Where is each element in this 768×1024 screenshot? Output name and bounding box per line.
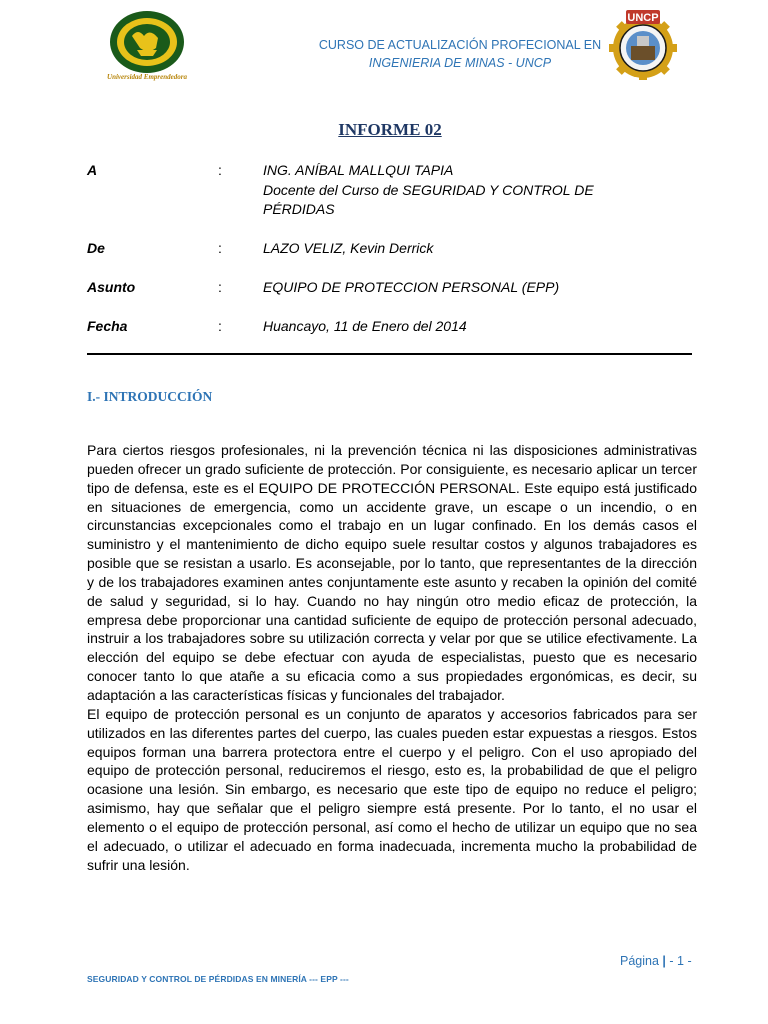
course-header	[290, 36, 630, 72]
course-header-line2: INGENIERIA DE MINAS - UNCP	[368, 56, 552, 70]
university-seal-logo	[107, 10, 187, 82]
memo-value-line: ING. ANÍBAL MALLQUI TAPIA	[263, 162, 454, 178]
memo-colon: :	[218, 318, 222, 334]
paragraph: El equipo de protección personal es un conjunto de aparatos y accesorios fabricados para ser utilizados en las diferentes partes del cuerpo, las cuales pueden estar expuestas a riesgos. Estos equipos forman una barrera protectora entre el cuerpo y el peligro. Con el uso apropiado del equipo de protección personal, reduciremos el riesgo, esto es, la probabilidad de que el peligro ocasione una lesión. Sin embargo, es necesario que este tipo de equipo no reduce el peligro; asimismo, hay que señalar que el peligro siempre está presente. Por lo tanto, el no usar el elemento o el equipo de protección personal, así como el hecho de utilizar un equipo que no sea el adecuado, o utilizar el adecuado en forma inadecuada, incrementa mucho la probabilidad de sufrir una lesión.	[87, 705, 697, 873]
page-number: Página | - 1 -	[620, 954, 692, 968]
memo-label: Asunto	[87, 279, 136, 295]
memo-label: De	[87, 240, 105, 256]
footer-text: SEGURIDAD Y CONTROL DE PÉRDIDAS EN MINERÍA --- EPP ---	[87, 974, 349, 984]
memo-value: LAZO VELIZ, Kevin Derrick	[263, 240, 434, 256]
seal-caption: Universidad Emprendedora	[107, 73, 187, 81]
memo-value	[263, 161, 633, 220]
page-number-value: - 1 -	[669, 954, 692, 968]
memo-label: Fecha	[87, 318, 128, 334]
header-divider	[87, 353, 692, 355]
memo-value: Huancayo, 11 de Enero del 2014	[263, 318, 467, 334]
memo-colon: :	[218, 279, 222, 295]
memo-value-line: Docente del Curso de SEGURIDAD Y CONTROL DE PÉRDIDAS	[263, 181, 594, 217]
memo-value: EQUIPO DE PROTECCION PERSONAL (EPP)	[263, 279, 560, 295]
page-label: Página	[620, 954, 659, 968]
course-header-line1: CURSO DE ACTUALIZACIÓN PROFECIONAL EN	[318, 38, 602, 52]
body-text	[87, 441, 697, 874]
uncp-badge-text: UNCP	[627, 12, 659, 24]
paragraph: Para ciertos riesgos profesionales, ni la prevención técnica ni las disposiciones administrativas pueden ofrecer un grado suficiente de protección. Por consiguiente, es necesario aplicar un tercer tipo de defensa, este es el EQUIPO DE PROTECCIÓN PERSONAL. Este equipo está justificado en situaciones de emergencia, como un accidente grave, un escape o un incendio, o en circunstancias excepcionales como el trabajo en un lugar confinado. En los demás casos el suministro y el mantenimiento de dicho equipo suele resultar costos y algunos trabajadores es posible que se resistan a usarlo. Es aconsejable, por lo tanto, que representantes de la dirección y de los trabajadores examinen antes conjuntamente este asunto y recaben la opinión del comité de salud y seguridad, si lo hay. Cuando no hay ningún otro medio eficaz de protección, la empresa debe proporcionar una cantidad suficiente de equipo de protección personal adecuado, instruir a los trabajadores sobre su utilización correcta y velar por que se utilice efectivamente. La elección del equipo se debe efectuar con ayuda de especialistas, puesto que es necesario conocer tanto lo que atañe a su eficacia como a sus propiedades ergonómicas, es decir, su adaptación a las características físicas y funcionales del trabajador.	[87, 442, 697, 703]
memo-label: A	[87, 162, 98, 178]
memo-colon: :	[218, 240, 222, 256]
memo-colon: :	[218, 162, 222, 178]
section-heading: I.- INTRODUCCIÓN	[87, 389, 213, 404]
report-title: INFORME 02	[338, 120, 442, 139]
